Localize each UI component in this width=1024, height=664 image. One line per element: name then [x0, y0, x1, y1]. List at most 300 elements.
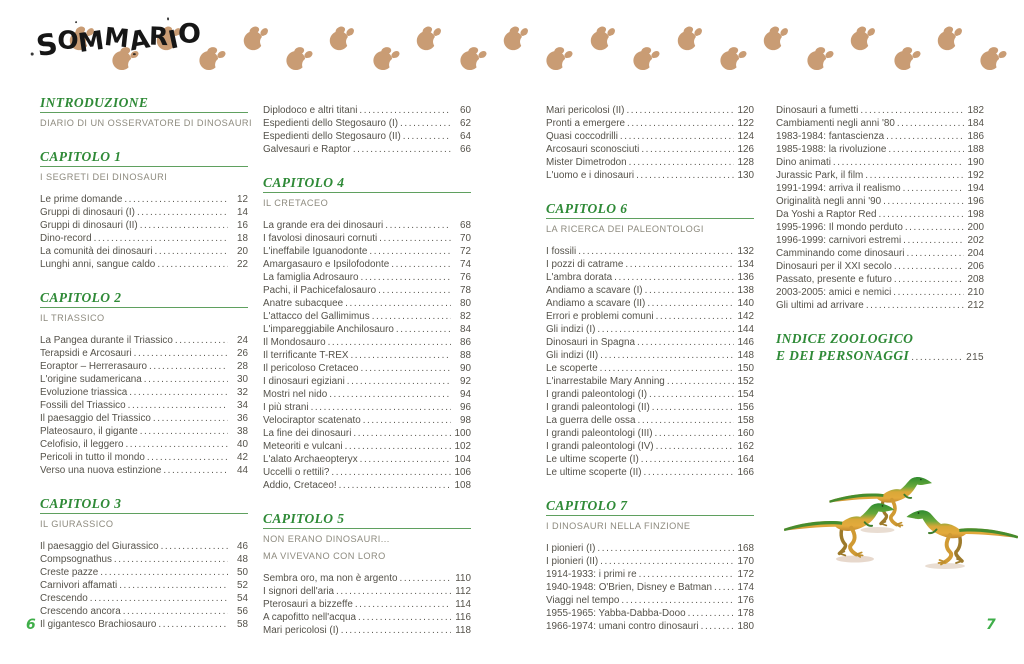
toc-entry: [263, 104, 471, 117]
entry-page-number: 176: [737, 595, 754, 606]
entry-title: Espedienti dello Stegosauro (I): [263, 118, 399, 129]
entry-title: Da Yoshi a Raptor Red: [776, 209, 877, 220]
entry-title: La Pangea durante il Triassico: [40, 335, 173, 346]
entry-title: Pachi, il Pachicefalosauro: [263, 285, 377, 296]
toc-column: [263, 95, 471, 637]
entry-page-number: 170: [737, 556, 754, 567]
toc-entry: [546, 362, 754, 375]
toc-entry: [546, 466, 754, 479]
toc-section: [776, 331, 984, 366]
toc-entry: [263, 232, 471, 245]
toc-entry: [546, 297, 754, 310]
entry-page-number: 158: [737, 415, 754, 426]
entry-title: Compsognathus: [40, 554, 112, 565]
dot-leader: [645, 284, 734, 297]
entry-title: Dino-record: [40, 233, 92, 244]
entry-page-number: 46: [237, 541, 248, 552]
chapter-heading: CAPITOLO 5: [263, 511, 471, 529]
entry-page-number: 30: [237, 374, 248, 385]
toc-entry: [263, 143, 471, 156]
entry-page-number: 78: [460, 285, 471, 296]
dot-leader: [911, 350, 964, 366]
chapter-subtitle: IL TRIASSICO: [40, 313, 105, 323]
entry-title: 1983-1984: fantascienza: [776, 131, 885, 142]
entry-title: Amargasauro e Ipsilofodonte: [263, 259, 390, 270]
entry-page-number: 44: [237, 465, 248, 476]
footprint-icon: [371, 45, 405, 75]
entry-page-number: 24: [237, 335, 248, 346]
index-title: E DEI PERSONAGGI: [776, 348, 910, 363]
toc-entry: [546, 104, 754, 117]
entry-title: I signori dell'aria: [263, 586, 335, 597]
entry-title: L'inarrestabile Mary Anning: [546, 376, 665, 387]
entry-title: Dino animati: [776, 157, 831, 168]
dot-leader: [400, 572, 452, 585]
footprint-icon: [761, 23, 796, 54]
toc-entry: [776, 208, 984, 221]
dot-leader: [600, 349, 734, 362]
toc-entry: [40, 451, 248, 464]
entry-page-number: 58: [237, 619, 248, 630]
entry-page-number: 174: [737, 582, 754, 593]
entry-page-number: 194: [967, 183, 984, 194]
entry-page-number: 172: [737, 569, 754, 580]
entry-page-number: 26: [237, 348, 248, 359]
entry-page-number: 50: [237, 567, 248, 578]
dot-leader: [345, 440, 451, 453]
entry-page-number: 68: [460, 220, 471, 231]
dot-leader: [649, 388, 734, 401]
entry-page-number: 48: [237, 554, 248, 565]
entry-title: L'impareggiabile Anchilosauro: [263, 324, 394, 335]
toc-entry: [546, 117, 754, 130]
footprint-icon: [805, 45, 839, 75]
toc-entry: [546, 568, 754, 581]
entry-page-number: 150: [737, 363, 754, 374]
entry-title: A capofitto nell'acqua: [263, 612, 357, 623]
toc-entry: [40, 245, 248, 258]
toc-entry: [263, 440, 471, 453]
entry-page-number: 36: [237, 413, 248, 424]
toc-entry-list: [546, 245, 754, 479]
entry-title: 1985-1988: la rivoluzione: [776, 144, 887, 155]
toc-entry: [776, 104, 984, 117]
footprint-icon: [587, 23, 622, 54]
toc-entry: [263, 362, 471, 375]
entry-title: Pronti a emergere: [546, 118, 626, 129]
dot-leader: [114, 553, 228, 566]
entry-title: Il Mondosauro: [263, 337, 326, 348]
entry-title: Jurassic Park, il film: [776, 170, 864, 181]
entry-title: Creste pazze: [40, 567, 99, 578]
dot-leader: [361, 362, 451, 375]
toc-entry: [263, 453, 471, 466]
toc-entry: [776, 299, 984, 312]
entry-page-number: 116: [455, 612, 471, 623]
toc-entry: [263, 388, 471, 401]
entry-title: Sembra oro, ma non è argento: [263, 573, 398, 584]
entry-title: L'ineffabile Iguanodonte: [263, 246, 368, 257]
entry-page-number: 18: [237, 233, 248, 244]
entry-page-number: 114: [455, 599, 471, 610]
entry-page-number: 154: [737, 389, 754, 400]
toc-entry: [546, 401, 754, 414]
entry-title: I dinosauri egiziani: [263, 376, 345, 387]
toc-entry-list: [263, 219, 471, 492]
toc-entry-list: [546, 104, 754, 182]
toc-entry: [40, 540, 248, 553]
dot-leader: [894, 273, 964, 286]
entry-page-number: 162: [737, 441, 754, 452]
page-number-right: 7: [986, 617, 996, 633]
dot-leader: [644, 466, 735, 479]
title-letter: M: [76, 25, 107, 60]
toc-entry: [776, 156, 984, 169]
dot-leader: [359, 104, 451, 117]
title-letter: O: [56, 24, 80, 56]
entry-page-number: 20: [237, 246, 248, 257]
dot-leader: [655, 427, 735, 440]
entry-page-number: 130: [737, 170, 754, 181]
ink-speckle: [167, 17, 169, 20]
toc-entry: [40, 438, 248, 451]
dot-leader: [144, 373, 228, 386]
dot-leader: [329, 388, 451, 401]
toc-section: [263, 175, 471, 492]
toc-entry: [546, 453, 754, 466]
dot-leader: [336, 585, 451, 598]
toc-entry: [776, 130, 984, 143]
entry-title: Gli indizi (I): [546, 324, 596, 335]
entry-title: La fine dei dinosauri: [263, 428, 352, 439]
toc-section: [263, 511, 471, 637]
entry-title: Carnivori affamati: [40, 580, 118, 591]
dot-leader: [347, 375, 451, 388]
entry-title: Le ultime scoperte (II): [546, 467, 642, 478]
toc-entry: [546, 555, 754, 568]
toc-entry: [263, 611, 471, 624]
dot-leader: [369, 245, 451, 258]
entry-title: L'origine sudamericana: [40, 374, 142, 385]
dot-leader: [140, 425, 228, 438]
entry-title: Anatre subacquee: [263, 298, 344, 309]
dot-leader: [597, 323, 734, 336]
dot-leader: [123, 605, 228, 618]
toc-entry: [776, 117, 984, 130]
entry-page-number: 202: [967, 235, 984, 246]
toc-entry: [263, 219, 471, 232]
dot-leader: [701, 620, 734, 633]
entry-page-number: 156: [737, 402, 754, 413]
footprint-icon: [978, 45, 1012, 75]
entry-title: Il gigantesco Brachiosauro: [40, 619, 157, 630]
entry-title: Uccelli o rettili?: [263, 467, 330, 478]
entry-title: I grandi paleontologi (III): [546, 428, 653, 439]
dot-leader: [355, 598, 451, 611]
entry-title: Le scoperte: [546, 363, 598, 374]
entry-page-number: 168: [737, 543, 754, 554]
toc-entry: [263, 271, 471, 284]
toc-entry: [776, 247, 984, 260]
toc-entry: [776, 260, 984, 273]
footprint-icon: [457, 45, 491, 75]
dot-leader: [331, 466, 451, 479]
entry-title: 1996-1999: carnivori estremi: [776, 235, 902, 246]
page-number-left: 6: [26, 617, 36, 633]
toc-entry: [40, 592, 248, 605]
dot-leader: [360, 453, 451, 466]
dot-leader: [128, 399, 228, 412]
ink-speckle: [75, 21, 77, 23]
title-letter: M: [102, 21, 131, 54]
entry-page-number: 160: [737, 428, 754, 439]
dot-leader: [621, 594, 734, 607]
entry-title: L'attacco del Gallimimus: [263, 311, 370, 322]
toc-entry: [40, 464, 248, 477]
toc-entry: [40, 232, 248, 245]
entry-title: Lunghi anni, sangue caldo: [40, 259, 156, 270]
title-letter: O: [177, 18, 201, 50]
entry-title: Galvesauri e Raptor: [263, 144, 351, 155]
dot-leader: [625, 258, 734, 271]
running-dinosaurs-illustration: [780, 474, 1022, 595]
dot-leader: [400, 117, 451, 130]
dot-leader: [153, 412, 228, 425]
dot-leader: [140, 219, 228, 232]
entry-title: Camminando come dinosauri: [776, 248, 905, 259]
entry-page-number: 82: [460, 311, 471, 322]
entry-title: Mostri nel nido: [263, 389, 328, 400]
entry-title: Arcosauri sconosciuti: [546, 144, 640, 155]
entry-page-number: 34: [237, 400, 248, 411]
dot-leader: [636, 169, 734, 182]
toc-entry: [263, 466, 471, 479]
entry-page-number: 144: [737, 324, 754, 335]
entry-page-number: 126: [737, 144, 754, 155]
dot-leader: [894, 260, 964, 273]
entry-page-number: 206: [967, 261, 984, 272]
toc-entry: [40, 618, 248, 631]
entry-page-number: 200: [967, 222, 984, 233]
entry-title: L'uomo e i dinosauri: [546, 170, 635, 181]
dot-leader: [134, 347, 228, 360]
dot-leader: [637, 414, 734, 427]
toc-entry: [263, 130, 471, 143]
dot-leader: [353, 143, 451, 156]
dot-leader: [688, 607, 734, 620]
dot-leader: [175, 334, 228, 347]
chapter-heading: CAPITOLO 7: [546, 498, 754, 516]
entry-title: Fossili del Triassico: [40, 400, 126, 411]
entry-title: Mari pericolosi (I): [263, 625, 339, 636]
toc-entry: [776, 143, 984, 156]
entry-title: 1991-1994: arriva il realismo: [776, 183, 901, 194]
entry-page-number: 208: [967, 274, 984, 285]
entry-title: Mister Dimetrodon: [546, 157, 627, 168]
entry-page-number: 152: [737, 376, 754, 387]
entry-page-number: 98: [460, 415, 471, 426]
entry-page-number: 106: [454, 467, 471, 478]
entry-title: Originalità negli anni '90: [776, 196, 882, 207]
dot-leader: [363, 414, 451, 427]
entry-title: Le prime domande: [40, 194, 123, 205]
toc-section: [40, 149, 248, 271]
toc-section: [546, 201, 754, 479]
toc-entry: [263, 572, 471, 585]
entry-title: Dinosauri per il XXI secolo: [776, 261, 892, 272]
entry-page-number: 186: [967, 131, 984, 142]
dot-leader: [860, 104, 964, 117]
dot-leader: [629, 156, 734, 169]
dot-leader: [311, 401, 451, 414]
entry-page-number: 212: [967, 300, 984, 311]
dot-leader: [149, 360, 228, 373]
dot-leader: [627, 117, 734, 130]
entry-title: Plateosauro, il gigante: [40, 426, 138, 437]
dot-leader: [119, 579, 228, 592]
entry-page-number: 204: [967, 248, 984, 259]
toc-entry-list: [263, 104, 471, 156]
toc-entry-list: [776, 104, 984, 312]
toc-entry: [776, 182, 984, 195]
toc-section: [40, 496, 248, 631]
entry-title: Cambiamenti negli anni '80: [776, 118, 895, 129]
dot-leader: [578, 245, 734, 258]
toc-entry: [40, 258, 248, 271]
toc-section: [776, 104, 984, 312]
toc-section: [546, 104, 754, 182]
toc-entry-list: [40, 334, 248, 477]
entry-page-number: 54: [237, 593, 248, 604]
toc-entry-list: [40, 193, 248, 271]
entry-title: Le ultime scoperte (I): [546, 454, 639, 465]
entry-title: I grandi paleontologi (II): [546, 402, 650, 413]
title-letter: A: [126, 24, 152, 58]
dot-leader: [652, 401, 734, 414]
dot-leader: [600, 362, 734, 375]
entry-title: I grandi paleontologi (I): [546, 389, 648, 400]
entry-page-number: 32: [237, 387, 248, 398]
entry-page-number: 142: [737, 311, 754, 322]
toc-entry: [546, 388, 754, 401]
entry-page-number: 72: [460, 246, 471, 257]
entry-page-number: 134: [737, 259, 754, 270]
entry-title: Crescendo ancora: [40, 606, 121, 617]
toc-entry: [40, 579, 248, 592]
entry-title: L'ambra dorata: [546, 272, 613, 283]
dot-leader: [353, 427, 451, 440]
chapter-heading: INTRODUZIONE: [40, 95, 248, 113]
entry-page-number: 190: [967, 157, 984, 168]
toc-entry: [546, 427, 754, 440]
entry-page-number: 122: [737, 118, 754, 129]
chapter-heading: CAPITOLO 4: [263, 175, 471, 193]
toc-entry: [40, 334, 248, 347]
index-page-number: 215: [966, 352, 984, 363]
toc-entry: [546, 542, 754, 555]
entry-title: La famiglia Adrosauro: [263, 272, 359, 283]
entry-page-number: 52: [237, 580, 248, 591]
entry-page-number: 148: [737, 350, 754, 361]
dot-leader: [403, 130, 451, 143]
entry-title: Mari pericolosi (II): [546, 105, 625, 116]
entry-page-number: 84: [460, 324, 471, 335]
toc-entry: [546, 581, 754, 594]
entry-title: Gli ultimi ad arrivare: [776, 300, 864, 311]
entry-page-number: 56: [237, 606, 248, 617]
toc-entry: [263, 117, 471, 130]
toc-entry: [546, 169, 754, 182]
page-title: [33, 18, 201, 64]
footprint-icon: [327, 23, 362, 54]
entry-title: La comunità dei dinosauri: [40, 246, 153, 257]
entry-page-number: 74: [460, 259, 471, 270]
toc-entry: [776, 286, 984, 299]
toc-column: [40, 95, 252, 631]
entry-title: I più strani: [263, 402, 309, 413]
entry-title: Il pericoloso Cretaceo: [263, 363, 359, 374]
entry-title: Evoluzione triassica: [40, 387, 128, 398]
toc-entry: [263, 401, 471, 414]
entry-page-number: 210: [967, 287, 984, 298]
entry-page-number: 16: [237, 220, 248, 231]
entry-page-number: 132: [737, 246, 754, 257]
entry-title: I pozzi di catrame: [546, 259, 624, 270]
toc-entry: [776, 234, 984, 247]
footprint-icon: [847, 23, 882, 54]
toc-entry: [546, 440, 754, 453]
dot-leader: [350, 349, 451, 362]
entry-page-number: 140: [737, 298, 754, 309]
toc-entry: [263, 323, 471, 336]
toc-entry: [546, 323, 754, 336]
entry-title: Gruppi di dinosauri (II): [40, 220, 138, 231]
dot-leader: [147, 451, 228, 464]
entry-title: Crescendo: [40, 593, 88, 604]
dot-leader: [155, 245, 228, 258]
dot-leader: [656, 440, 734, 453]
entry-page-number: 94: [460, 389, 471, 400]
toc-entry: [546, 143, 754, 156]
dot-leader: [903, 234, 964, 247]
toc-entry: [263, 375, 471, 388]
chapter-heading: CAPITOLO 6: [546, 201, 754, 219]
dot-leader: [637, 336, 734, 349]
toc-section: [546, 498, 754, 633]
dot-leader: [886, 130, 964, 143]
dot-leader: [878, 208, 964, 221]
toc-entry: [546, 258, 754, 271]
entry-title: Dinosauri in Spagna: [546, 337, 635, 348]
entry-title: L'alato Archaeopteryx: [263, 454, 358, 465]
entry-title: Dinosauri a fumetti: [776, 105, 859, 116]
dot-leader: [157, 258, 228, 271]
entry-page-number: 138: [737, 285, 754, 296]
entry-title: Pericoli in tutto il mondo: [40, 452, 145, 463]
toc-entry: [546, 375, 754, 388]
dot-leader: [339, 479, 451, 492]
chapter-subtitle: IL CRETACEO: [263, 198, 329, 208]
chapter-heading: INDICE ZOOLOGICO: [776, 331, 914, 346]
entry-page-number: 182: [967, 105, 984, 116]
title-letter: I: [166, 24, 182, 55]
dot-leader: [378, 284, 451, 297]
entry-title: Velociraptor scatenato: [263, 415, 361, 426]
entry-page-number: 110: [455, 573, 471, 584]
entry-page-number: 64: [460, 131, 471, 142]
entry-page-number: 40: [237, 439, 248, 450]
entry-page-number: 60: [460, 105, 471, 116]
